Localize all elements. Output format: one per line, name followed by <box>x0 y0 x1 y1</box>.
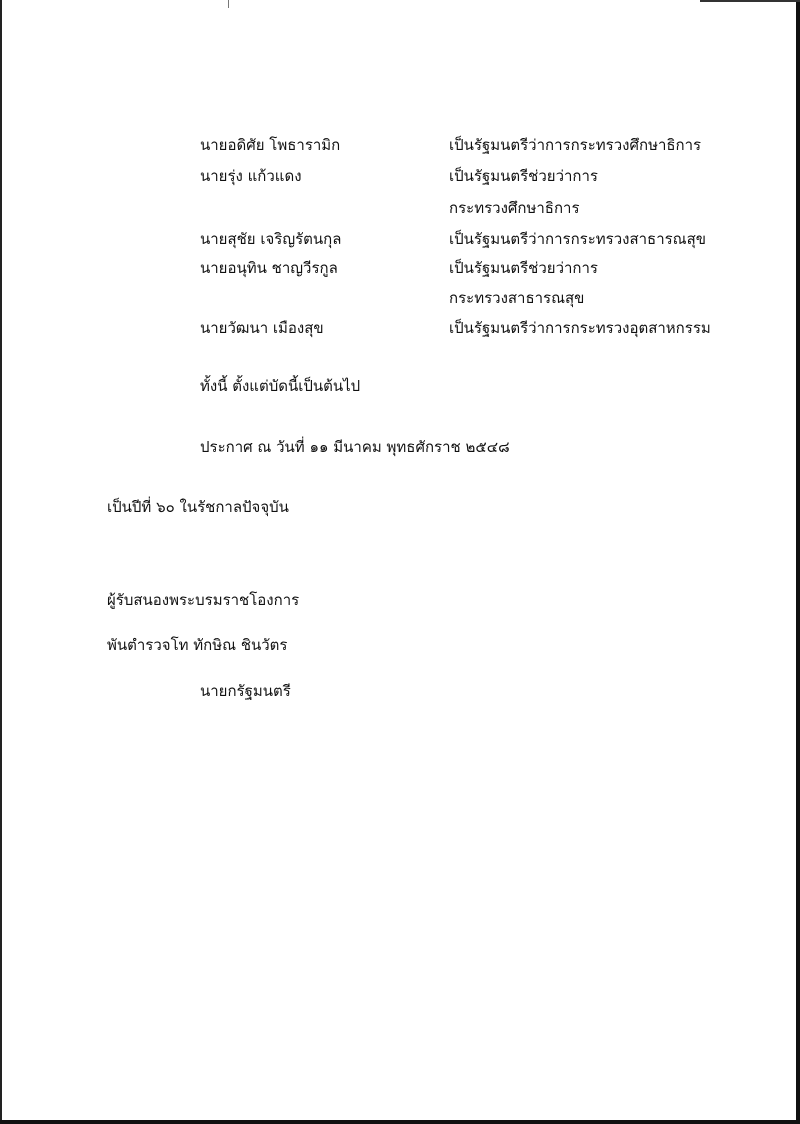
appointee-name: นายอนุทิน ชาญวีรกูล <box>200 259 338 277</box>
appointee-position: เป็นรัฐมนตรีว่าการกระทรวงสาธารณสุข <box>449 230 707 248</box>
scan-fold-mark <box>228 0 229 8</box>
appointee-position-cont: กระทรวงสาธารณสุข <box>449 289 585 307</box>
appointee-position: เป็นรัฐมนตรีว่าการกระทรวงอุตสาหกรรม <box>449 319 711 337</box>
page-border-left <box>0 0 2 1124</box>
countersign-label: ผู้รับสนองพระบรมราชโองการ <box>107 591 300 609</box>
countersign-name: พันตำรวจโท ทักษิณ ชินวัตร <box>107 636 288 654</box>
page-border-bottom <box>0 1120 800 1124</box>
appointee-name: นายวัฒนา เมืองสุข <box>200 319 324 337</box>
appointee-name: นายสุชัย เจริญรัตนกุล <box>200 230 342 248</box>
appointee-position-cont: กระทรวงศึกษาธิการ <box>449 199 580 217</box>
effective-statement: ทั้งนี้ ตั้งแต่บัดนี้เป็นต้นไป <box>200 377 361 395</box>
appointee-position: เป็นรัฐมนตรีช่วยว่าการ <box>449 167 598 185</box>
appointee-name: นายอดิศัย โพธารามิก <box>200 136 341 154</box>
countersign-title: นายกรัฐมนตรี <box>200 682 291 700</box>
appointee-position: เป็นรัฐมนตรีว่าการกระทรวงศึกษาธิการ <box>449 136 702 154</box>
appointee-position: เป็นรัฐมนตรีช่วยว่าการ <box>449 259 598 277</box>
page-border-right <box>796 0 800 1124</box>
appointee-name: นายรุ่ง แก้วแดง <box>200 167 302 185</box>
page-border-top <box>700 0 800 2</box>
reign-year: เป็นปีที่ ๖๐ ในรัชกาลปัจจุบัน <box>107 498 289 516</box>
announcement-date: ประกาศ ณ วันที่ ๑๑ มีนาคม พุทธศักราช ๒๕๔๘ <box>200 438 510 456</box>
